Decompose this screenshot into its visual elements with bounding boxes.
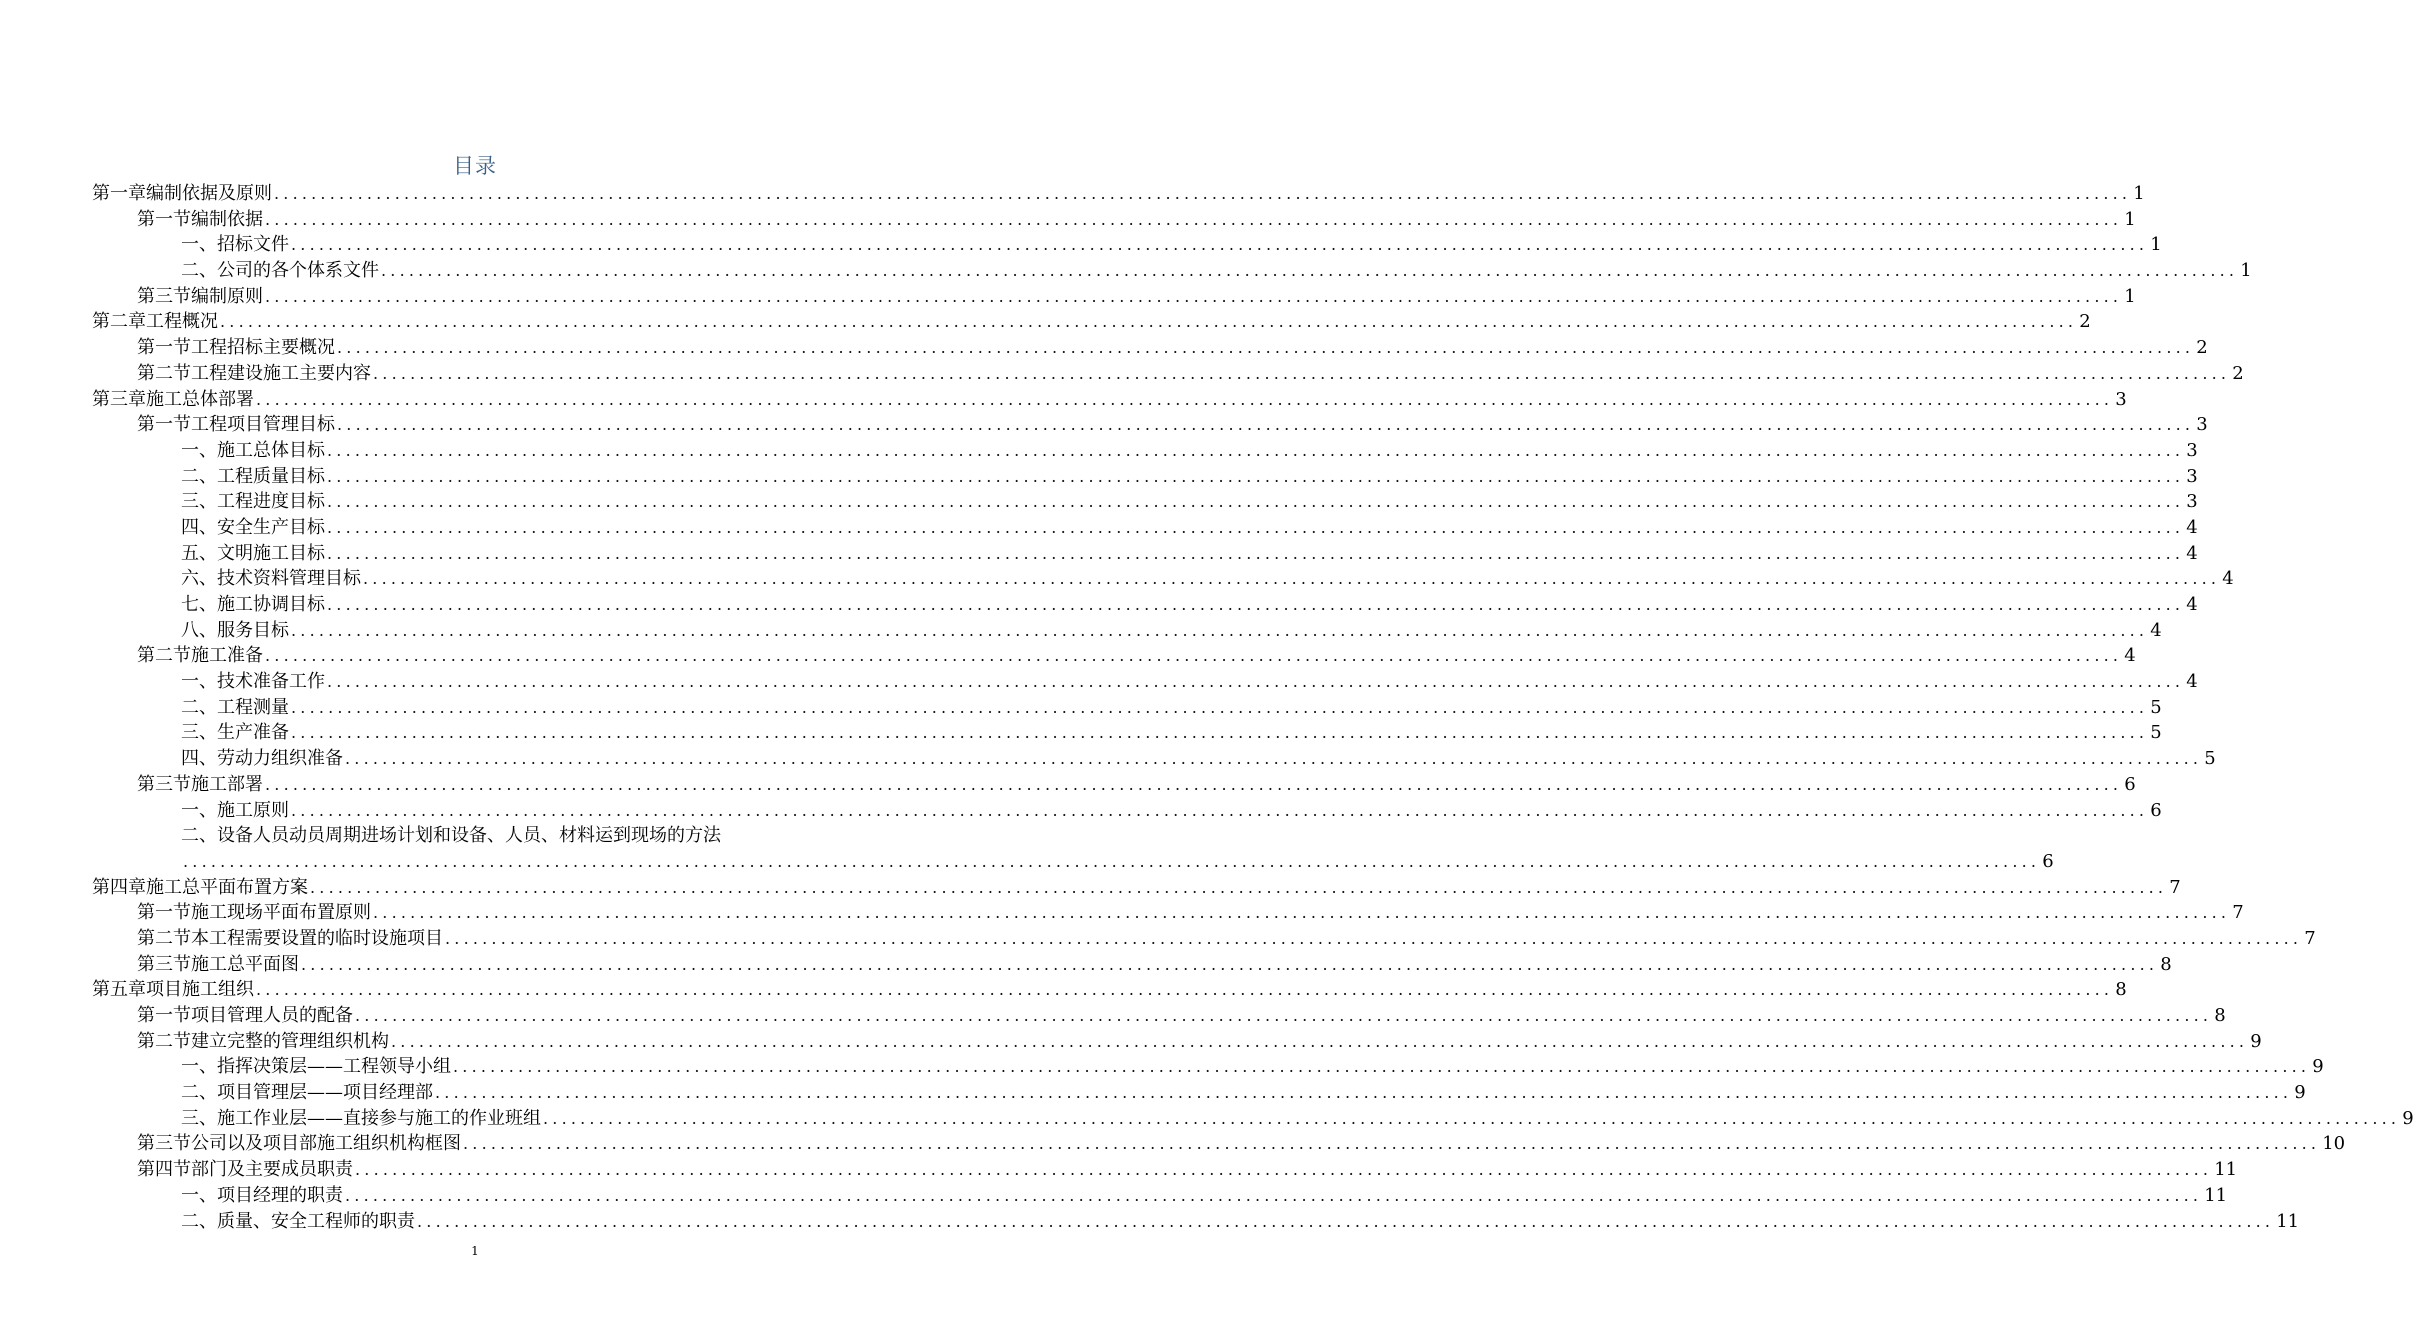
- toc-entry-page: 4: [2186, 594, 2198, 615]
- toc-entry[interactable]: [92, 720, 2162, 746]
- toc-entry-page: 3: [2196, 414, 2208, 436]
- toc-entry-number: 第三章: [92, 388, 146, 410]
- toc-entry-text: 施工准备: [191, 645, 263, 667]
- toc-entry[interactable]: [92, 746, 2216, 772]
- toc-leader-dots: ........................................................................................................................................................................................................: [327, 595, 2185, 614]
- toc-entry-page: 9: [2294, 1082, 2306, 1104]
- toc-entry[interactable]: [92, 258, 2252, 284]
- toc-entry-text: 二、工程质量目标: [181, 465, 325, 487]
- toc-entry-page: 4: [2186, 671, 2198, 693]
- toc-entry-page: 9: [2312, 1056, 2324, 1078]
- toc-entry[interactable]: [92, 618, 2162, 644]
- toc-entry-number: 第二节: [137, 362, 191, 384]
- toc-leader-dots: ........................................................................................................................................................................................................: [345, 1185, 2203, 1205]
- toc-leader-dots: ........................................................................................................................................................................................................: [310, 877, 2168, 897]
- toc-entry[interactable]: [92, 1157, 2238, 1183]
- toc-entry-text: 一、指挥决策层——工程领导小组: [181, 1056, 451, 1078]
- toc-leader-dots: ........................................................................................................................................................................................................: [327, 466, 2185, 486]
- toc-entry-text: 二、项目管理层——项目经理部: [181, 1082, 433, 1104]
- toc-entry-text: 七、施工协调目标: [181, 594, 325, 615]
- toc-entry-text: 工程建设施工主要内容: [191, 362, 371, 384]
- toc-entry[interactable]: [92, 515, 2198, 541]
- toc-entry[interactable]: [92, 566, 2234, 592]
- toc-entry-text: 编制依据: [191, 208, 263, 230]
- toc-entry-page: 9: [2402, 1107, 2414, 1129]
- toc-leader-dots: ........................................................................................................................................................................................................: [265, 774, 2123, 794]
- toc-entry[interactable]: [92, 541, 2198, 567]
- toc-entry-page: 5: [2150, 722, 2162, 744]
- toc-leader-dots: ........................................................................................................................................................................................................: [265, 209, 2123, 229]
- toc-entry-page: 1: [2150, 234, 2162, 256]
- toc-entry-text: 编制原则: [191, 285, 263, 307]
- toc-entry[interactable]: [92, 1106, 2414, 1132]
- toc-leader-dots: ........................................................................................................................................................................................................: [274, 184, 2132, 203]
- toc-leader-dots: ........................................................................................................................................................................................................: [256, 389, 2114, 409]
- toc-leader-dots: ........................................................................................................................................................................................................: [373, 903, 2231, 923]
- toc-entry-text: 五、文明施工目标: [181, 542, 325, 564]
- toc-entry[interactable]: [92, 592, 2198, 618]
- toc-entry-number: 第三节: [137, 285, 191, 307]
- toc-entry[interactable]: [92, 207, 2136, 233]
- toc-entry-number: 第一节: [137, 337, 191, 359]
- toc-entry-page: 1: [2124, 285, 2136, 307]
- toc-leader-dots: ........................................................................................................................................................................................................: [345, 749, 2203, 769]
- toc-entry-text: 二、公司的各个体系文件: [181, 260, 379, 282]
- toc-entry-page: 8: [2115, 979, 2127, 1001]
- toc-leader-dots: ........................................................................................................................................................................................................: [445, 928, 2303, 948]
- toc-entry-page: 3: [2186, 491, 2198, 513]
- table-of-contents: [92, 181, 2414, 1234]
- toc-leader-dots: ........................................................................................................................................................................................................: [453, 1057, 2311, 1077]
- toc-entry[interactable]: [92, 875, 2181, 901]
- toc-entry-number: 第四章: [92, 876, 146, 898]
- toc-entry[interactable]: [92, 1003, 2226, 1029]
- toc-entry-page: 11: [2276, 1210, 2300, 1232]
- toc-entry-text: 施工总平面布置方案: [146, 876, 308, 898]
- toc-entry[interactable]: [92, 977, 2127, 1003]
- toc-entry-page: 4: [2186, 542, 2198, 564]
- toc-entry-page: 7: [2232, 902, 2244, 924]
- toc-entry-text: 施工总体部署: [146, 388, 254, 410]
- toc-leader-dots: ........................................................................................................................................................................................................: [417, 1211, 2275, 1231]
- toc-entry-number: 第二节: [137, 645, 191, 667]
- toc-leader-dots: ........................................................................................................................................................................................................: [327, 517, 2185, 537]
- toc-entry[interactable]: [92, 284, 2136, 310]
- toc-entry[interactable]: [92, 798, 2162, 824]
- toc-leader-dots: ........................................................................................................................................................................................................: [327, 492, 2185, 512]
- toc-leader-dots: ........................................................................................................................................................................................................: [256, 980, 2114, 1000]
- toc-leader-dots: ........................................................................................................................................................................................................: [337, 338, 2195, 358]
- toc-entry[interactable]: [92, 772, 2136, 798]
- toc-entry-text: 项目施工组织: [146, 979, 254, 1001]
- toc-entry-text: 工程概况: [146, 311, 218, 333]
- toc-entry-text: 三、工程进度目标: [181, 491, 325, 513]
- toc-entry-text: 四、安全生产目标: [181, 516, 325, 538]
- toc-entry-text: 部门及主要成员职责: [191, 1159, 353, 1181]
- toc-entry-text: 施工部署: [191, 773, 263, 795]
- toc-entry-page: 6: [2150, 799, 2162, 821]
- toc-entry-page: 7: [2304, 927, 2316, 949]
- toc-entry[interactable]: [92, 335, 2208, 361]
- toc-entry-text: 二、工程测量: [181, 696, 289, 718]
- toc-entry-page: 3: [2115, 388, 2127, 410]
- toc-entry[interactable]: [92, 849, 2054, 875]
- toc-entry-number: 第三节: [137, 773, 191, 795]
- toc-leader-dots: ........................................................................................................................................................................................................: [291, 800, 2149, 820]
- toc-leader-dots: ........................................................................................................................................................................................................: [291, 235, 2149, 255]
- toc-entry-page: 3: [2186, 439, 2198, 461]
- toc-entry-page: 8: [2214, 1005, 2226, 1026]
- toc-entry-text: 六、技术资料管理目标: [181, 568, 361, 590]
- toc-leader-dots: ........................................................................................................................................................................................................: [291, 620, 2149, 640]
- toc-entry-text: 八、服务目标: [181, 619, 289, 641]
- toc-entry-text: 一、施工原则: [181, 799, 289, 821]
- toc-entry[interactable]: [92, 309, 2091, 335]
- toc-entry[interactable]: [92, 181, 2145, 207]
- toc-entry-page: 8: [2160, 953, 2172, 975]
- toc-leader-dots: ........................................................................................................................................................................................................: [355, 1160, 2213, 1180]
- toc-entry-text: 三、施工作业层——直接参与施工的作业班组: [181, 1107, 541, 1129]
- toc-entry-page: 5: [2204, 748, 2216, 770]
- toc-entry-page: 4: [2222, 568, 2234, 590]
- toc-entry-text: 施工现场平面布置原则: [191, 902, 371, 924]
- toc-entry-number: 第一节: [137, 208, 191, 230]
- toc-entry-number: 第一节: [137, 1005, 191, 1026]
- toc-entry[interactable]: [92, 695, 2162, 721]
- toc-entry[interactable]: [92, 1054, 2324, 1080]
- toc-entry[interactable]: [92, 1080, 2306, 1106]
- toc-leader-dots: ........................................................................................................................................................................................................: [291, 697, 2149, 717]
- toc-entry-number: 第二节: [137, 927, 191, 949]
- toc-entry[interactable]: [92, 1029, 2262, 1055]
- toc-leader-dots: ........................................................................................................................................................................................................: [220, 312, 2078, 332]
- toc-leader-dots: ........................................................................................................................................................................................................: [301, 954, 2159, 974]
- toc-entry-page: 1: [2133, 183, 2145, 204]
- toc-leader-dots: ........................................................................................................................................................................................................: [265, 646, 2123, 666]
- toc-entry-number: 第二章: [92, 311, 146, 333]
- toc-leader-dots: ........................................................................................................................................................................................................: [373, 363, 2231, 383]
- toc-entry-text: 项目管理人员的配备: [191, 1005, 353, 1026]
- toc-entry-page: 4: [2124, 645, 2136, 667]
- toc-entry-page: 1: [2124, 208, 2136, 230]
- toc-entry-text: 本工程需要设置的临时设施项目: [191, 927, 443, 949]
- toc-entry-text: 一、招标文件: [181, 234, 289, 256]
- toc-leader-dots: ........................................................................................................................................................................................................: [327, 543, 2185, 563]
- toc-entry-page: 1: [2240, 260, 2252, 282]
- toc-entry[interactable]: [92, 361, 2244, 387]
- toc-entry[interactable]: [92, 669, 2198, 695]
- toc-entry-number: 第三节: [137, 953, 191, 975]
- toc-entry-page: 2: [2232, 362, 2244, 384]
- toc-entry-text: 施工总平面图: [191, 953, 299, 975]
- toc-leader-dots: ........................................................................................................................................................................................................: [391, 1031, 2249, 1051]
- toc-entry-text: 一、项目经理的职责: [181, 1184, 343, 1206]
- toc-leader-dots: ........................................................................................................................................................................................................: [327, 672, 2185, 692]
- toc-entry-number: 第二节: [137, 1030, 191, 1052]
- toc-entry[interactable]: [92, 900, 2244, 926]
- toc-entry-number: 第一节: [137, 414, 191, 436]
- toc-entry[interactable]: [92, 926, 2316, 952]
- toc-entry[interactable]: [92, 464, 2198, 490]
- toc-entry[interactable]: [92, 438, 2198, 464]
- toc-entry-page: 2: [2079, 311, 2091, 333]
- toc-entry-page: 3: [2186, 465, 2198, 487]
- toc-entry-number: 第四节: [137, 1159, 191, 1181]
- toc-entry-page: 11: [2214, 1159, 2238, 1181]
- toc-entry-page: 6: [2124, 773, 2136, 795]
- toc-entry-text: 三、生产准备: [181, 722, 289, 744]
- toc-leader-dots: ........................................................................................................................................................................................................: [381, 261, 2239, 281]
- toc-leader-dots: ........................................................................................................................................................................................................: [265, 286, 2123, 306]
- toc-entry-text: 一、技术准备工作: [181, 671, 325, 693]
- toc-entry-page: 2: [2196, 337, 2208, 359]
- toc-entry[interactable]: [92, 952, 2172, 978]
- toc-leader-dots: ........................................................................................................................................................................................................: [337, 415, 2195, 435]
- toc-entry-text: 建立完整的管理组织机构: [191, 1030, 389, 1052]
- toc-entry-number: 第一节: [137, 902, 191, 924]
- toc-title: 目录: [453, 154, 497, 178]
- toc-entry-text: 四、劳动力组织准备: [181, 748, 343, 770]
- toc-leader-dots: ........................................................................................................................................................................................................: [543, 1108, 2401, 1128]
- toc-leader-dots: ........................................................................................................................................................................................................: [291, 723, 2149, 743]
- toc-entry-page: 9: [2250, 1030, 2262, 1052]
- toc-entry-page: 11: [2204, 1184, 2228, 1206]
- toc-leader-dots: ........................................................................................................................................................................................................: [355, 1006, 2213, 1025]
- page-number: 1: [471, 1244, 479, 1258]
- toc-leader-dots: ........................................................................................................................................................................................................: [463, 1134, 2321, 1154]
- toc-leader-dots: ........................................................................................................................................................................................................: [183, 851, 2041, 871]
- toc-entry-page: 7: [2169, 876, 2181, 898]
- toc-entry-text: 公司以及项目部施工组织机构框图: [191, 1133, 461, 1155]
- toc-entry[interactable]: [92, 823, 858, 849]
- toc-entry[interactable]: [92, 643, 2136, 669]
- toc-entry[interactable]: [92, 489, 2198, 515]
- toc-entry-text: 工程招标主要概况: [191, 337, 335, 359]
- toc-entry[interactable]: [92, 1209, 2300, 1235]
- toc-entry-page: 6: [2042, 850, 2054, 872]
- toc-entry[interactable]: [92, 412, 2208, 438]
- toc-entry-text: 一、施工总体目标: [181, 439, 325, 461]
- toc-entry-number: 第三节: [137, 1133, 191, 1155]
- toc-leader-dots: ........................................................................................................................................................................................................: [363, 569, 2221, 589]
- toc-entry-page: 10: [2322, 1133, 2346, 1155]
- toc-entry-text: 二、设备人员动员周期进场计划和设备、人员、材料运到现场的方法: [181, 825, 721, 847]
- toc-entry-text: 编制依据及原则: [146, 183, 272, 204]
- toc-entry-number: 第五章: [92, 979, 146, 1001]
- toc-entry-page: 4: [2186, 516, 2198, 538]
- toc-leader-dots: ........................................................................................................................................................................................................: [327, 440, 2185, 460]
- toc-entry-text: 二、质量、安全工程师的职责: [181, 1210, 415, 1232]
- toc-entry[interactable]: [92, 232, 2162, 258]
- toc-entry-number: 第一章: [92, 183, 146, 204]
- toc-entry[interactable]: [92, 387, 2127, 413]
- toc-leader-dots: ........................................................................................................................................................................................................: [435, 1083, 2293, 1103]
- toc-entry-page: 4: [2150, 619, 2162, 641]
- toc-entry[interactable]: [92, 1183, 2228, 1209]
- toc-entry-page: 5: [2150, 696, 2162, 718]
- toc-entry-text: 工程项目管理目标: [191, 414, 335, 436]
- toc-entry[interactable]: [92, 1131, 2346, 1157]
